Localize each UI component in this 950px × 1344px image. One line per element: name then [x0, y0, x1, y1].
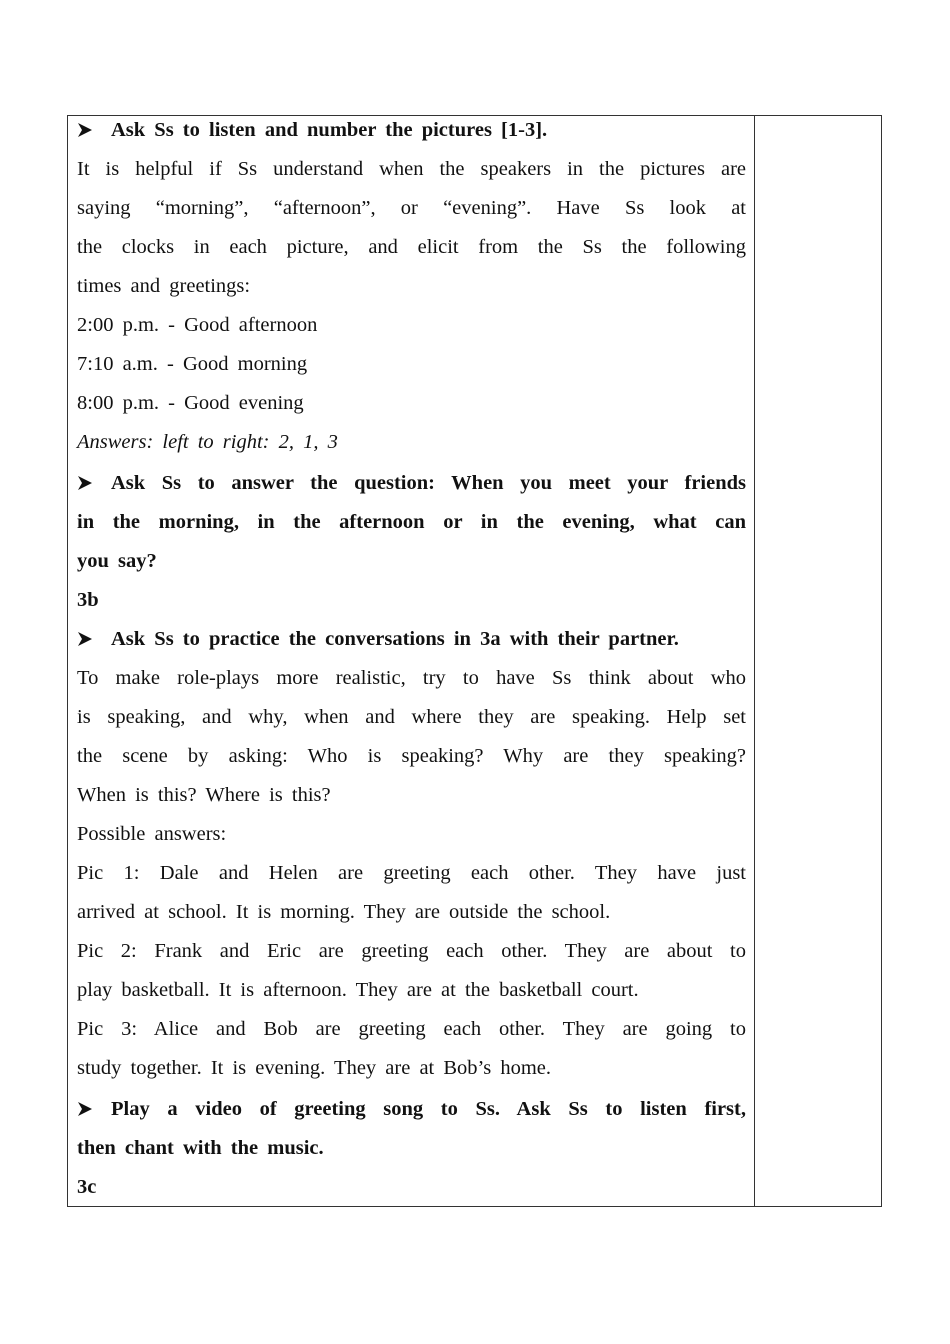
answers-line: Answers: left to right: 2, 1, 3 [77, 431, 338, 453]
time-greeting: 8:00 p.m. - Good evening [77, 392, 304, 414]
pic-answer-line: study together. It is evening. They are at Bob’s home. [77, 1057, 552, 1079]
section-heading-3b: 3b [77, 589, 99, 611]
paragraph-line: times and greetings: [77, 275, 251, 297]
paragraph-line: the clocks in each picture, and elicit from the Ss the following [77, 236, 746, 258]
bullet-answer-question: Ask Ss to answer the question: When you meet your friends [77, 464, 746, 503]
pic-answer-line: Pic 2: Frank and Eric are greeting each other. They are about to [77, 940, 746, 962]
paragraph-line: To make role-plays more realistic, try to have Ss think about who [77, 667, 746, 689]
paragraph-line: When is this? Where is this? [77, 784, 331, 806]
paragraph-line: then chant with the music. [77, 1137, 324, 1159]
arrow-bullet-icon [77, 111, 111, 150]
pic-answer-line: arrived at school. It is morning. They are outside the school. [77, 901, 611, 923]
arrow-bullet-icon [77, 464, 111, 503]
table-column-divider [754, 115, 755, 1207]
paragraph-line: in the morning, in the afternoon or in the evening, what can [77, 511, 746, 533]
section-heading-3c: 3c [77, 1176, 97, 1198]
possible-answers-label: Possible answers: [77, 823, 227, 845]
pic-answer-line: Pic 1: Dale and Helen are greeting each other. They have just [77, 862, 746, 884]
paragraph-line: is speaking, and why, when and where they are speaking. Help set [77, 706, 746, 728]
bullet-listen-number: Ask Ss to listen and number the pictures [1-3]. [77, 111, 746, 150]
time-greeting: 7:10 a.m. - Good morning [77, 353, 308, 375]
arrow-bullet-icon [77, 1090, 111, 1129]
teaching-steps-cell [77, 111, 746, 1207]
bullet-play-video: Play a video of greeting song to Ss. Ask Ss to listen first, [77, 1090, 746, 1129]
bullet-practice-conversations: Ask Ss to practice the conversations in 3a with their partner. [77, 620, 746, 659]
paragraph-line: the scene by asking: Who is speaking? Why are they speaking? [77, 745, 746, 767]
pic-answer-line: play basketball. It is afternoon. They are at the basketball court. [77, 979, 639, 1001]
pic-answer-line: Pic 3: Alice and Bob are greeting each other. They are going to [77, 1018, 746, 1040]
arrow-bullet-icon [77, 620, 111, 659]
paragraph-line: you say? [77, 550, 157, 572]
paragraph-line: It is helpful if Ss understand when the speakers in the pictures are [77, 158, 746, 180]
time-greeting: 2:00 p.m. - Good afternoon [77, 314, 318, 336]
paragraph-line: saying “morning”, “afternoon”, or “evening”. Have Ss look at [77, 197, 746, 219]
